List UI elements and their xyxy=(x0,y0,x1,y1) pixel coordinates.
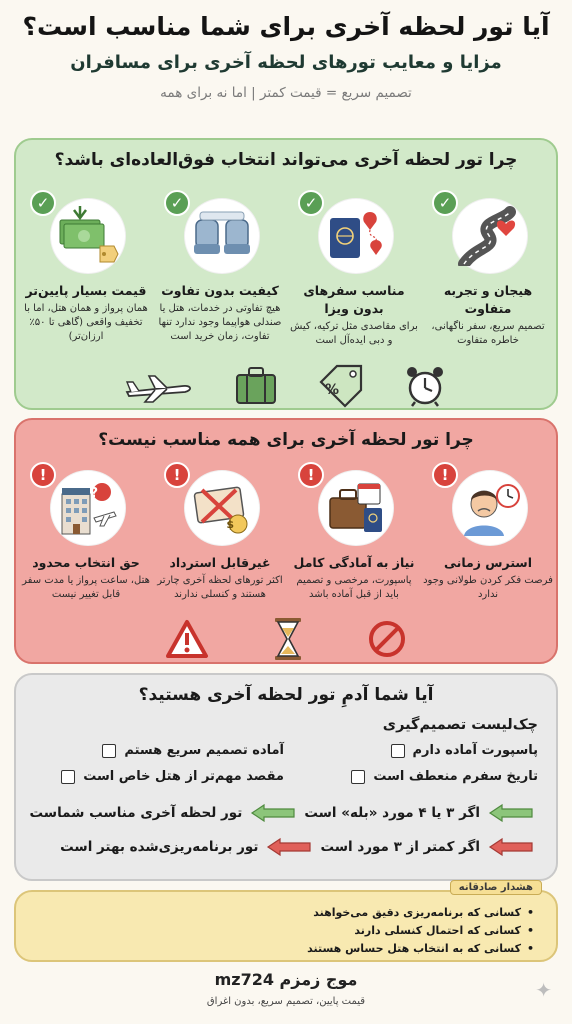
cons-title: چرا تور لحظه آخری برای همه مناسب نیست؟ xyxy=(98,430,474,450)
pros-bottom-icons xyxy=(16,362,556,410)
sparkle-icon: ✦ xyxy=(535,978,552,1002)
check-badge-icon: ✓ xyxy=(298,190,324,216)
page-subtitle: مزایا و معایب تورهای لحظه آخری برای مسافران xyxy=(70,52,502,73)
airplane-seats-icon xyxy=(184,198,260,274)
header xyxy=(0,8,572,104)
pro-item-quality: ✓ کیفیت بدون تفاوت هیچ تفاوتی در خدمات، هتل یا صندلی هواپیما وجود ندارد تنها تفاوت، زمان خرید است xyxy=(154,192,286,344)
warning-badge-icon: ! xyxy=(298,462,324,488)
checklist-item-flexible-date[interactable]: تاریخ سفرم منعطف است xyxy=(351,769,538,784)
list-item: • کسانی که احتمال کنسلی دارند xyxy=(307,922,534,940)
con-item-non-refundable: ! $ غیرقابل استرداد اکثر تورهای لحظه آخری چارتر هستند و کنسلی ندارند xyxy=(154,464,286,602)
checkbox[interactable] xyxy=(351,770,365,784)
result-no-text: تور برنامه‌ریزی‌شده بهتر است xyxy=(60,839,259,855)
brand-name: موج زمزم mz724 xyxy=(214,970,358,989)
con-item-limited-choice: ! ? حق انتخاب محدود هتل، ساعت پرواز یا مدت سفر قابل تغییر نیست xyxy=(20,464,152,602)
pros-panel xyxy=(14,138,558,410)
cons-panel xyxy=(14,418,558,664)
arrow-left-green-icon xyxy=(250,803,296,823)
check-badge-icon: ✓ xyxy=(432,190,458,216)
arrow-left-green-icon xyxy=(488,803,534,823)
warning-badge-icon: ! xyxy=(30,462,56,488)
con-item-preparation: ! نیاز به آمادگی کامل پاسپورت، مرخصی و تصمیم باید از قبل آماده باشد xyxy=(288,464,420,602)
airplane-icon xyxy=(125,368,195,404)
arrow-left-red-icon xyxy=(266,837,312,857)
prohibited-icon xyxy=(367,619,407,659)
checkbox[interactable] xyxy=(61,770,75,784)
checkbox[interactable] xyxy=(391,744,405,758)
result-yes-row xyxy=(30,803,535,823)
pro-item-visa-free: ✓ مناسب سفرهای بدون ویزا برای مقاصدی مثل ترکیه، کیش و دبی ایده‌آل است xyxy=(288,192,420,348)
check-badge-icon: ✓ xyxy=(164,190,190,216)
svg-text:%: % xyxy=(324,382,339,398)
warning-label: هشدار صادقانه xyxy=(450,880,542,895)
road-heart-icon xyxy=(452,198,528,274)
result-yes-text: تور لحظه آخری مناسب شماست xyxy=(29,805,243,821)
list-item: • کسانی که به انتخاب هتل حساس هستند xyxy=(307,940,534,958)
check-badge-icon: ✓ xyxy=(30,190,56,216)
warning-badge-icon: ! xyxy=(432,462,458,488)
checklist-question: آیا شما آدمِ تور لحظه آخری هستید؟ xyxy=(138,685,434,705)
page-title: آیا تور لحظه آخری برای شما مناسب است؟ xyxy=(22,12,550,41)
passport-map-icon xyxy=(318,198,394,274)
no-refund-ticket-icon xyxy=(184,470,260,546)
discount-tag-icon xyxy=(317,362,365,410)
checkbox[interactable] xyxy=(102,744,116,758)
svg-text:$: $ xyxy=(226,518,234,531)
brand-slogan: قیمت پایین، تصمیم سریع، بدون اغراق xyxy=(206,996,366,1007)
checklist-item-quick-decision[interactable]: آماده تصمیم سریع هستم xyxy=(102,743,284,758)
pro-item-price: ✓ قیمت بسیار پایین‌تر همان پرواز و همان هتل، اما با تخفیف واقعی (گاهی تا ۵۰٪ ارزان‌تر) xyxy=(20,192,152,344)
con-item-time-stress: ! استرس زمانی فرصت فکر کردن طولانی وجود ندارد xyxy=(422,464,554,602)
checklist-item-passport[interactable]: پاسپورت آماده دارم xyxy=(391,743,538,758)
money-tag-icon xyxy=(50,198,126,274)
warning-triangle-icon xyxy=(165,619,209,659)
checklist-item-destination[interactable]: مقصد مهم‌تر از هتل خاص است xyxy=(61,769,284,784)
stressed-person-icon xyxy=(452,470,528,546)
pros-title: چرا تور لحظه آخری می‌تواند انتخاب فوق‌العاده‌ای باشد؟ xyxy=(54,150,518,170)
result-no-condition: اگر کمتر از ۳ مورد است xyxy=(320,839,480,855)
warning-panel xyxy=(14,882,558,962)
result-no-row xyxy=(60,837,534,857)
suitcase-docs-icon xyxy=(318,470,394,546)
svg-text:?: ? xyxy=(90,486,98,501)
warning-badge-icon: ! xyxy=(164,462,190,488)
hourglass-icon xyxy=(271,616,305,662)
pro-item-excitement: ✓ هیجان و تجربه متفاوت تصمیم سریع، سفر ناگهانی، خاطره متفاوت xyxy=(422,192,554,348)
warning-list xyxy=(307,904,534,958)
cons-bottom-icons xyxy=(16,616,556,662)
checklist-panel xyxy=(14,673,558,881)
hotel-question-icon xyxy=(50,470,126,546)
suitcase-icon xyxy=(233,365,279,407)
list-item: • کسانی که برنامه‌ریزی دقیق می‌خواهند xyxy=(307,904,534,922)
alarm-clock-icon xyxy=(403,364,447,408)
page-tagline: تصمیم سریع = قیمت کمتر | اما نه برای همه xyxy=(160,85,412,101)
checklist-title: چک‌لیست تصمیم‌گیری xyxy=(382,717,538,733)
arrow-left-red-icon xyxy=(488,837,534,857)
result-yes-condition: اگر ۳ یا ۴ مورد «بله» است xyxy=(304,805,480,821)
